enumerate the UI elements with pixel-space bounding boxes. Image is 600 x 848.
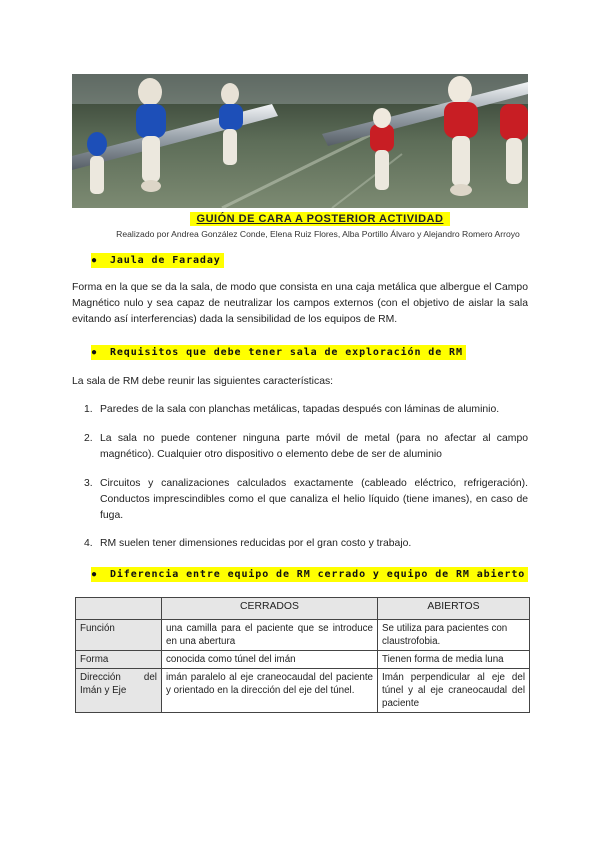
bullet-icon: ● <box>91 347 98 358</box>
document-title: GUIÓN DE CARA A POSTERIOR ACTIVIDAD <box>190 212 450 226</box>
list-number: 4. <box>84 538 93 549</box>
list-number: 2. <box>84 433 93 444</box>
list-text: RM suelen tener dimensiones reducidas por el gran costo y trabajo. <box>100 538 412 549</box>
table-header-abiertos: ABIERTOS <box>378 598 530 620</box>
heading-highlight <box>91 567 528 582</box>
heading-text: Requisitos que debe tener sala de exploración de RM <box>109 347 463 358</box>
cell-cerrados: una camilla para el paciente que se introduce en una abertura <box>162 620 378 651</box>
table-header-cerrados: CERRADOS <box>162 598 378 620</box>
row-label: Forma <box>76 651 162 669</box>
cell-cerrados: conocida como túnel del imán <box>162 651 378 669</box>
bullet-icon: ● <box>91 569 98 580</box>
heading-highlight <box>91 345 466 360</box>
bullet-icon: ● <box>91 255 98 266</box>
table-row <box>76 651 530 669</box>
section-heading-faraday <box>91 253 224 268</box>
heading-highlight <box>91 253 224 268</box>
cell-abiertos: Se utiliza para pacientes con claustrofobia. <box>378 620 530 651</box>
cell-cerrados: imán paralelo al eje craneocaudal del paciente y orientado en la dirección del eje del túnel. <box>162 669 378 713</box>
list-text: Paredes de la sala con planchas metálicas, tapadas después con láminas de aluminio. <box>100 404 500 415</box>
requisitos-intro: La sala de RM debe reunir las siguientes características: <box>72 376 334 387</box>
list-text: La sala no puede contener ninguna parte móvil de metal (para no afectar al campo magnético). Cualquier otro dispositivo o elemento debe de ser de aluminio <box>100 433 528 460</box>
heading-text: Diferencia entre equipo de RM cerrado y equipo de RM abierto <box>109 569 526 580</box>
table-header-row <box>76 598 530 620</box>
cell-abiertos: Imán perpendicular al eje del túnel y al eje craneocaudal del paciente <box>378 669 530 713</box>
row-label: Dirección del Imán y Eje <box>76 669 162 713</box>
list-number: 3. <box>84 478 93 489</box>
heading-text: Jaula de Faraday <box>109 255 221 266</box>
list-number: 1. <box>84 404 93 415</box>
table-header-empty <box>76 598 162 620</box>
row-label: Función <box>76 620 162 651</box>
table-row <box>76 669 530 713</box>
list-text: Circuitos y canalizaciones calculados exactamente (cableado eléctrico, refrigeración). Conductos imprescindibles como el que canaliza el helio líquido (tiene imanes), en caso de fuga. <box>100 478 528 521</box>
section-heading-requisitos <box>91 345 466 360</box>
faraday-paragraph: Forma en la que se da la sala, de modo que consista en una caja metálica que albergue el Campo Magnético nulo y sea capaz de neutralizar los campos externos (con el objetivo de aislar la sala evitando así interferencias) dada la sensibilidad de los equipos de RM. <box>72 282 528 325</box>
banner-image <box>72 74 528 208</box>
foosball-photo-icon <box>72 74 528 208</box>
table-row <box>76 620 530 651</box>
comparison-table <box>75 597 530 713</box>
authors-line: Realizado por Andrea González Conde, Elena Ruiz Flores, Alba Portillo Álvaro y Alejandro Romero Arroyo <box>116 229 520 239</box>
section-heading-diferencia <box>91 567 528 582</box>
cell-abiertos: Tienen forma de media luna <box>378 651 530 669</box>
